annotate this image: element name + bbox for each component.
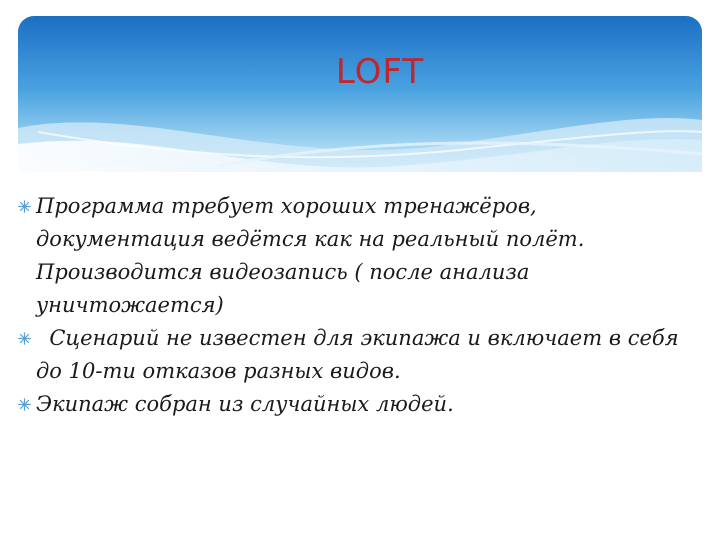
bullet-text: Сценарий не известен для экипажа и включает в себя до 10-ти отказов разных видов. — [36, 326, 686, 383]
header-sky-band — [18, 16, 702, 182]
slide-title: LOFT — [335, 52, 425, 92]
list-item — [18, 190, 698, 322]
snowflake-asterisk-icon — [18, 332, 31, 345]
bullet-text: Экипаж собран из случайных людей. — [36, 392, 454, 416]
list-item — [18, 388, 698, 421]
snowflake-asterisk-icon — [18, 200, 31, 213]
snowflake-asterisk-icon — [18, 398, 31, 411]
bullet-list — [18, 190, 698, 421]
bullet-text: Программа требует хороших тренажёров, документация ведётся как на реальный полёт. Производится видеозапись ( после анализа уничтожается) — [36, 194, 585, 317]
list-item — [18, 322, 698, 388]
header-sky-graphic — [18, 16, 702, 182]
